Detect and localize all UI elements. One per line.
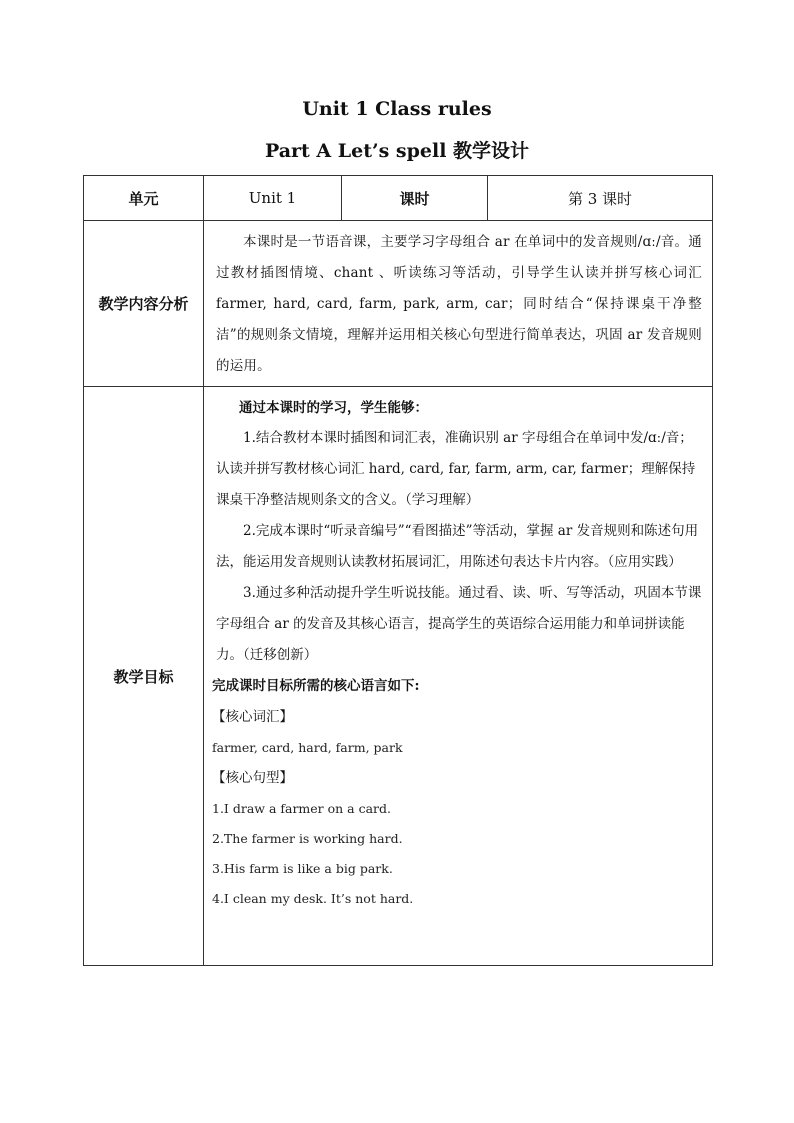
analysis-row [84, 221, 713, 387]
vocab-list: farmer, card, hard, farm, park [212, 740, 403, 755]
goal-item-3: 3.通过多种活动提升学生听说技能。通过看、读、听、写等活动，巩固本节课字母组合 ar 的发音及其核心语言，提高学生的英语综合运用能力和单词拼读能力。（迁移创新） [216, 585, 702, 663]
goal-item-2: 2.完成本课时“听录音编号”“看图描述”等活动，掌握 ar 发音规则和陈述句用法，能运用发音规则认读教材拓展词汇，用陈述句表达卡片内容。（应用实践） [216, 523, 699, 570]
header-row [84, 176, 713, 221]
goals-content-cell [204, 387, 713, 966]
unit-value-cell: Unit 1 [204, 176, 342, 221]
goals-row [84, 387, 713, 966]
analysis-content-cell [204, 221, 713, 387]
period-value-cell: 第 3 课时 [488, 176, 713, 221]
sentence-item-4: 4.I clean my desk. It’s not hard. [212, 891, 414, 906]
sentence-item-3: 3.His farm is like a big park. [212, 861, 393, 876]
lesson-plan-table [83, 175, 713, 966]
vocab-heading: 【核心词汇】 [212, 709, 293, 725]
goal-item-1: 1.结合教材本课时插图和词汇表，准确识别 ar 字母组合在单词中发/ɑː/音；认读并拼写教材核心词汇 hard, card, far, farm, arm, car, farmer；理解保持课桌干净整洁规则条文的含义。（学习理解） [216, 430, 696, 508]
period-label-cell: 课时 [342, 176, 488, 221]
sentence-item-2: 2.The farmer is working hard. [212, 831, 403, 846]
goals-intro: 通过本课时的学习，学生能够： [239, 400, 428, 416]
unit-label-cell: 单元 [84, 176, 204, 221]
document-subtitle: Part A Let’s spell 教学设计 [264, 140, 530, 162]
document-title: Unit 1 Class rules [302, 98, 492, 120]
analysis-text: 本课时是一节语音课，主要学习字母组合 ar 在单词中的发音规则/ɑː/音。通过教材插图情境、chant 、听读练习等活动，引导学生认读并拼写核心词汇 farmer, hard, card, farm, park, arm, car；同时结合“保持课桌干净整洁”的规则条文情境，理解并运用相关核心句型进行简单表达，巩固 ar 发音规则的运用。 [216, 234, 702, 374]
analysis-label-cell: 教学内容分析 [84, 221, 204, 387]
sentence-item-1: 1.I draw a farmer on a card. [212, 801, 391, 816]
sentence-heading: 【核心句型】 [212, 770, 293, 786]
core-language-heading: 完成课时目标所需的核心语言如下: [212, 678, 420, 694]
goals-label-cell: 教学目标 [84, 387, 204, 966]
